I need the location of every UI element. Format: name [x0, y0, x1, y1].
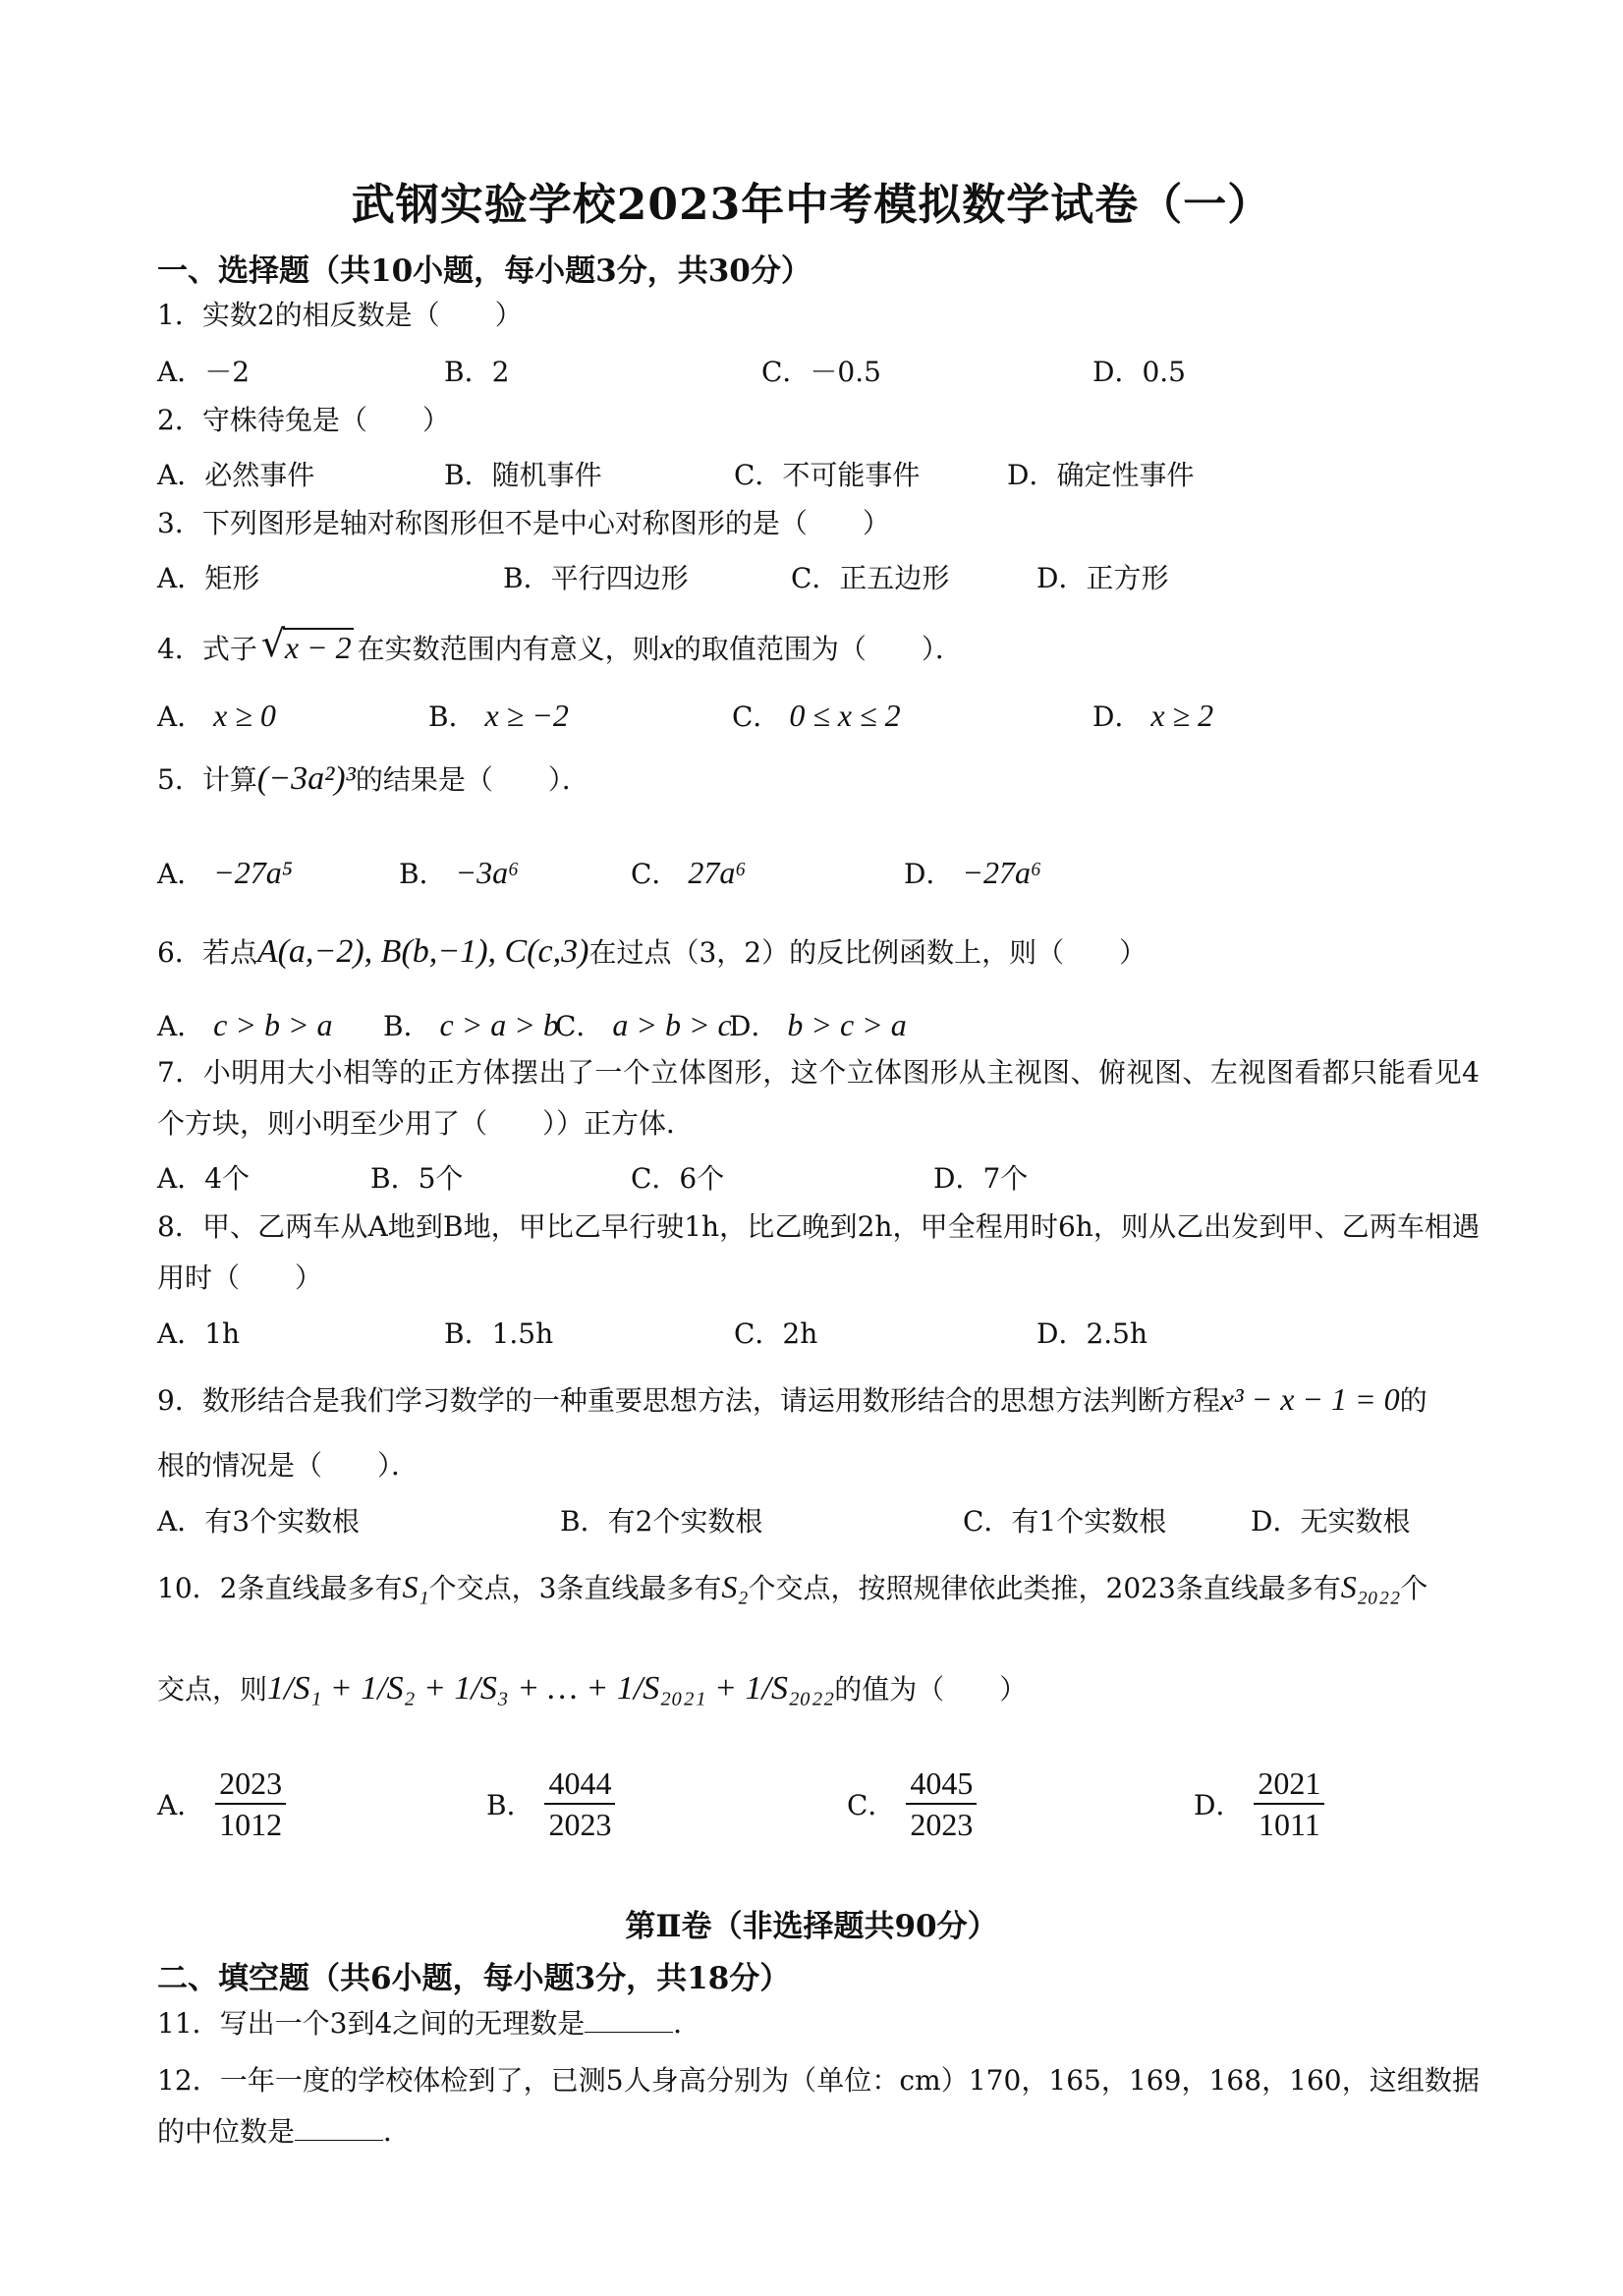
q9-option-d: D．无实数根 — [1251, 1505, 1411, 1538]
s2-symbol: S₂ — [721, 1569, 749, 1604]
q9-option-a: A．有3个实数根 — [157, 1505, 361, 1538]
q10-series: 1/S₁ + 1/S₂ + 1/S₃ + … + 1/S₂₀₂₁ + 1/S₂₀₂₂ — [267, 1670, 835, 1707]
question-5-stem — [157, 760, 589, 799]
q10-option-b: B． $\frac{4044}{2023}$ — [486, 1764, 617, 1844]
question-10-stem-line-2 — [157, 1670, 1027, 1708]
q3-option-a: A．矩形 — [157, 562, 260, 594]
q6-option-d: D． b > c > a — [729, 1007, 907, 1042]
q1-option-a: A．－2 — [157, 356, 251, 388]
q10-text: 交点，则 — [157, 1673, 268, 1706]
question-11-stem: 11．写出一个3到4之间的无理数是 ． — [157, 2007, 701, 2040]
q5-option-d: D． −27a⁶ — [904, 855, 1042, 890]
question-10-stem: 10．2条直线最多有S₁个交点，3条直线最多有S₂个交点，按照规律依此类推，2023条直线最多有S₂₀₂₂个 — [157, 1569, 1428, 1604]
q7-option-b: B．5个 — [370, 1162, 464, 1195]
q12-answer-blank — [295, 2118, 383, 2141]
q4-option-c: C． 0 ≤ x ≤ 2 — [732, 698, 901, 733]
q9-option-b: B．有2个实数根 — [560, 1505, 763, 1538]
question-7-stem: 7．小明用大小相等的正方体摆出了一个立体图形，这个立体图形从主视图、俯视图、左视图看都只能看见4个方块，则小明至少用了（ ））正方体． — [157, 1056, 1480, 1140]
q8-option-b: B．1.5h — [444, 1317, 554, 1350]
q10-text-2: 的值为（ ） — [834, 1673, 1028, 1706]
q4-variable: x — [659, 630, 674, 665]
section-fill-heading: 二、填空题（共6小题，每小题3分，共18分） — [157, 1961, 791, 1996]
q8-option-a: A．1h — [157, 1317, 241, 1350]
q10-option-d: D． $\frac{2021}{1011}$ — [1194, 1764, 1326, 1844]
q3-option-c: C．正五边形 — [791, 562, 950, 594]
q5-option-b: B． −3a⁶ — [399, 855, 520, 890]
q6-points: A(a,−2), B(b,−1), C(c,3) — [256, 933, 589, 970]
q2-option-a: A．必然事件 — [157, 459, 315, 491]
question-12-stem: 12．一年一度的学校体检到了，已测5人身高分别为（单位：cm）170，165，169，168，160，这组数据的中位数是 ． — [157, 2064, 1480, 2148]
q3-option-d: D．正方形 — [1036, 562, 1169, 594]
q9-text: 9．数形结合是我们学习数学的一种重要思想方法，请运用数形结合的思想方法判断方程 — [157, 1384, 1220, 1417]
section-choice-heading: 一、选择题（共10小题，每小题3分，共30分） — [157, 253, 812, 289]
q6-option-a: A． c > b > a — [157, 1007, 333, 1042]
question-8-stem: 8．甲、乙两车从A地到B地，甲比乙早行驶1h，比乙晚到2h，甲全程用时6h，则从乙出发到甲、乙两车相遇用时（ ） — [157, 1210, 1480, 1294]
question-1-stem: 1．实数2的相反数是（ ） — [157, 299, 523, 331]
q1-option-b: B．2 — [444, 356, 510, 388]
q4-option-d: D． x ≥ 2 — [1092, 698, 1214, 733]
question-3-stem: 3．下列图形是轴对称图形但不是中心对称图形的是（ ） — [157, 507, 890, 539]
q1-option-d: D．0.5 — [1092, 356, 1186, 388]
q8-option-d: D．2.5h — [1036, 1317, 1148, 1350]
exam-title: 武钢实验学校2023年中考模拟数学试卷（一） — [351, 180, 1272, 230]
sqrt-expression: √ x − 2 — [260, 622, 352, 665]
q9-equation: x³ − x − 1 = 0 — [1219, 1381, 1400, 1417]
question-9-stem-line-2: 根的情况是（ ）． — [157, 1449, 420, 1482]
q4-option-b: B． x ≥ −2 — [428, 698, 569, 733]
q5-option-c: C． 27a⁶ — [631, 855, 747, 890]
q2-option-c: C．不可能事件 — [734, 459, 921, 491]
q8-option-c: C．2h — [734, 1317, 818, 1350]
q1-option-c: C．－0.5 — [761, 356, 881, 388]
q6-option-b: B． c > a > b — [383, 1007, 559, 1042]
q5-option-a: A． −27a⁵ — [157, 855, 293, 890]
q7-option-c: C．6个 — [631, 1162, 725, 1195]
q4-option-a: A． x ≥ 0 — [157, 698, 276, 733]
q4-prefix: 4．式子 — [157, 633, 257, 665]
q4-middle: 在实数范围内有意义，则 — [357, 633, 660, 665]
question-9-stem — [157, 1380, 1427, 1420]
q5-prefix: 5．计算 — [157, 763, 257, 796]
q5-suffix: 的结果是（ ）． — [355, 763, 589, 796]
s1-symbol: S₁ — [402, 1569, 429, 1604]
question-6-stem — [157, 933, 1147, 972]
q5-expression: (−3a²)³ — [256, 760, 356, 797]
q4-suffix: 的取值范围为（ ）． — [673, 633, 963, 665]
part-2-heading: 第Ⅱ卷（非选择题共90分） — [625, 1909, 998, 1944]
q10-option-c: C． $\frac{4045}{2023}$ — [847, 1764, 979, 1844]
q10-option-a: A． $\frac{2023}{1012}$ — [157, 1764, 288, 1844]
question-2-stem: 2．守株待兔是（ ） — [157, 404, 450, 436]
q6-suffix: 在过点（3，2）的反比例函数上，则（ ） — [588, 936, 1147, 969]
q11-answer-blank — [585, 2010, 673, 2033]
s2022-symbol: S₂₀₂₂ — [1340, 1569, 1401, 1604]
q6-prefix: 6．若点 — [157, 936, 257, 969]
question-4-stem — [157, 622, 963, 668]
q7-option-a: A．4个 — [157, 1162, 251, 1195]
q9-text-2: 的 — [1399, 1384, 1427, 1417]
q9-option-c: C．有1个实数根 — [963, 1505, 1167, 1538]
q7-option-d: D．7个 — [933, 1162, 1029, 1195]
q3-option-b: B．平行四边形 — [503, 562, 689, 594]
q6-option-c: C． a > b > c — [555, 1007, 732, 1042]
sqrt-radicand: x − 2 — [284, 630, 352, 665]
q2-option-d: D．确定性事件 — [1007, 459, 1195, 491]
q2-option-b: B．随机事件 — [444, 459, 602, 491]
